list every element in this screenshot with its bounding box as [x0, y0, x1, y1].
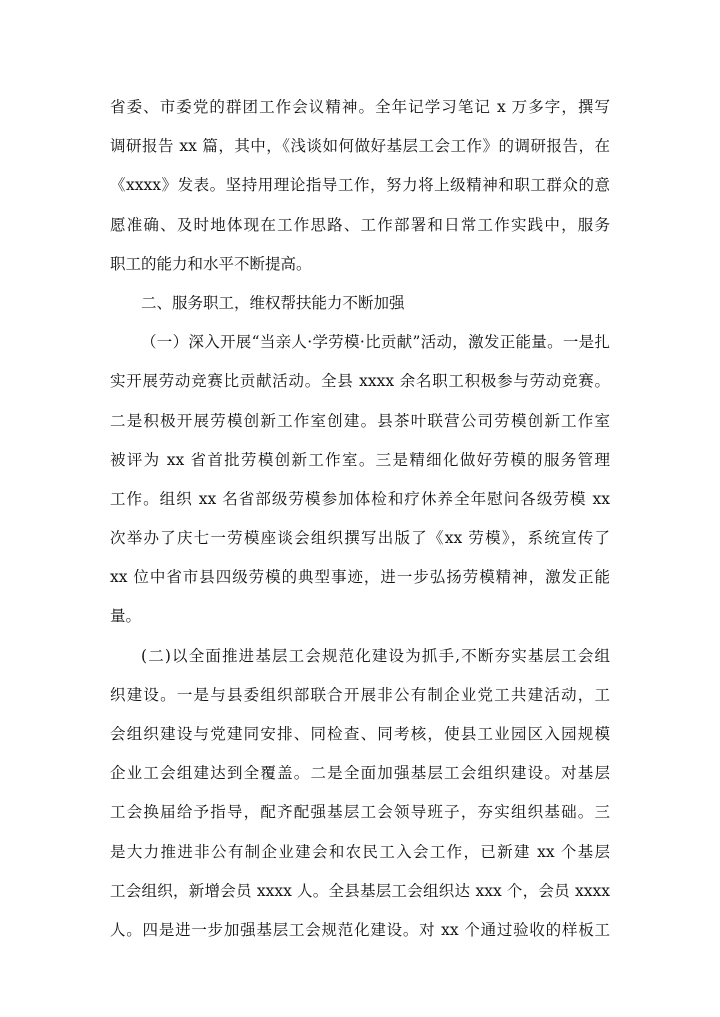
paragraph-line: （一）深入开展“当亲人·学劳模·比贡献”活动，激发正能量。一是扎	[141, 333, 610, 352]
paragraph-line: 工会换届给予指导，配齐配强基层工会领导班子，夯实组织基础。三	[110, 803, 610, 822]
paragraph-line: 职工的能力和水平不断提高。	[110, 254, 312, 273]
paragraph-line: 《xxxx》发表。坚持用理论指导工作，努力将上级精神和职工群众的意	[110, 176, 610, 195]
paragraph-line: 人。四是进一步加强基层工会规范化建设。对 xx 个通过验收的样板工	[110, 920, 610, 939]
paragraph-line: 是大力推进非公有制企业建会和农民工入会工作，已新建 xx 个基层	[110, 842, 610, 861]
paragraph-line: (二)以全面推进基层工会规范化建设为抓手,不断夯实基层工会组	[141, 646, 610, 665]
paragraph-line: 织建设。一是与县委组织部联合开展非公有制企业党工共建活动，工	[110, 685, 610, 704]
paragraph-line: 次举办了庆七一劳模座谈会组织撰写出版了《xx 劳模》，系统宣传了	[110, 529, 610, 548]
paragraph-line: 企业工会组建达到全覆盖。二是全面加强基层工会组织建设。对基层	[110, 764, 610, 783]
paragraph-line: 调研报告 xx 篇，其中，《浅谈如何做好基层工会工作》的调研报告，在	[110, 137, 610, 156]
section-heading: 二、服务职工，维权帮扶能力不断加强	[141, 293, 405, 312]
paragraph-line: 愿准确、及时地体现在工作思路、工作部署和日常工作实践中，服务	[110, 215, 610, 234]
paragraph-line: 工作。组织 xx 名省部级劳模参加体检和疗休养全年慰问各级劳模 xx	[110, 489, 610, 508]
paragraph-line: 量。	[110, 607, 142, 626]
paragraph-line: 工会组织，新增会员 xxxx 人。全县基层工会组织达 xxx 个，会员 xxxx	[110, 881, 610, 900]
paragraph-line: 二是积极开展劳模创新工作室创建。县茶叶联营公司劳模创新工作室	[110, 411, 610, 430]
paragraph-line: 会组织建设与党建同安排、同检查、同考核，使县工业园区入园规模	[110, 725, 610, 743]
body-text	[110, 88, 610, 950]
paragraph-line: xx 位中省市县四级劳模的典型事迹，进一步弘扬劳模精神，激发正能	[110, 568, 610, 587]
paragraph-line: 被评为 xx 省首批劳模创新工作室。三是精细化做好劳模的服务管理	[110, 450, 610, 469]
paragraph-line: 实开展劳动竞赛比贡献活动。全县 xxxx 余名职工积极参与劳动竞赛。	[110, 372, 610, 391]
paragraph-line: 省委、市委党的群团工作会议精神。全年记学习笔记 x 万多字，撰写	[110, 98, 610, 116]
